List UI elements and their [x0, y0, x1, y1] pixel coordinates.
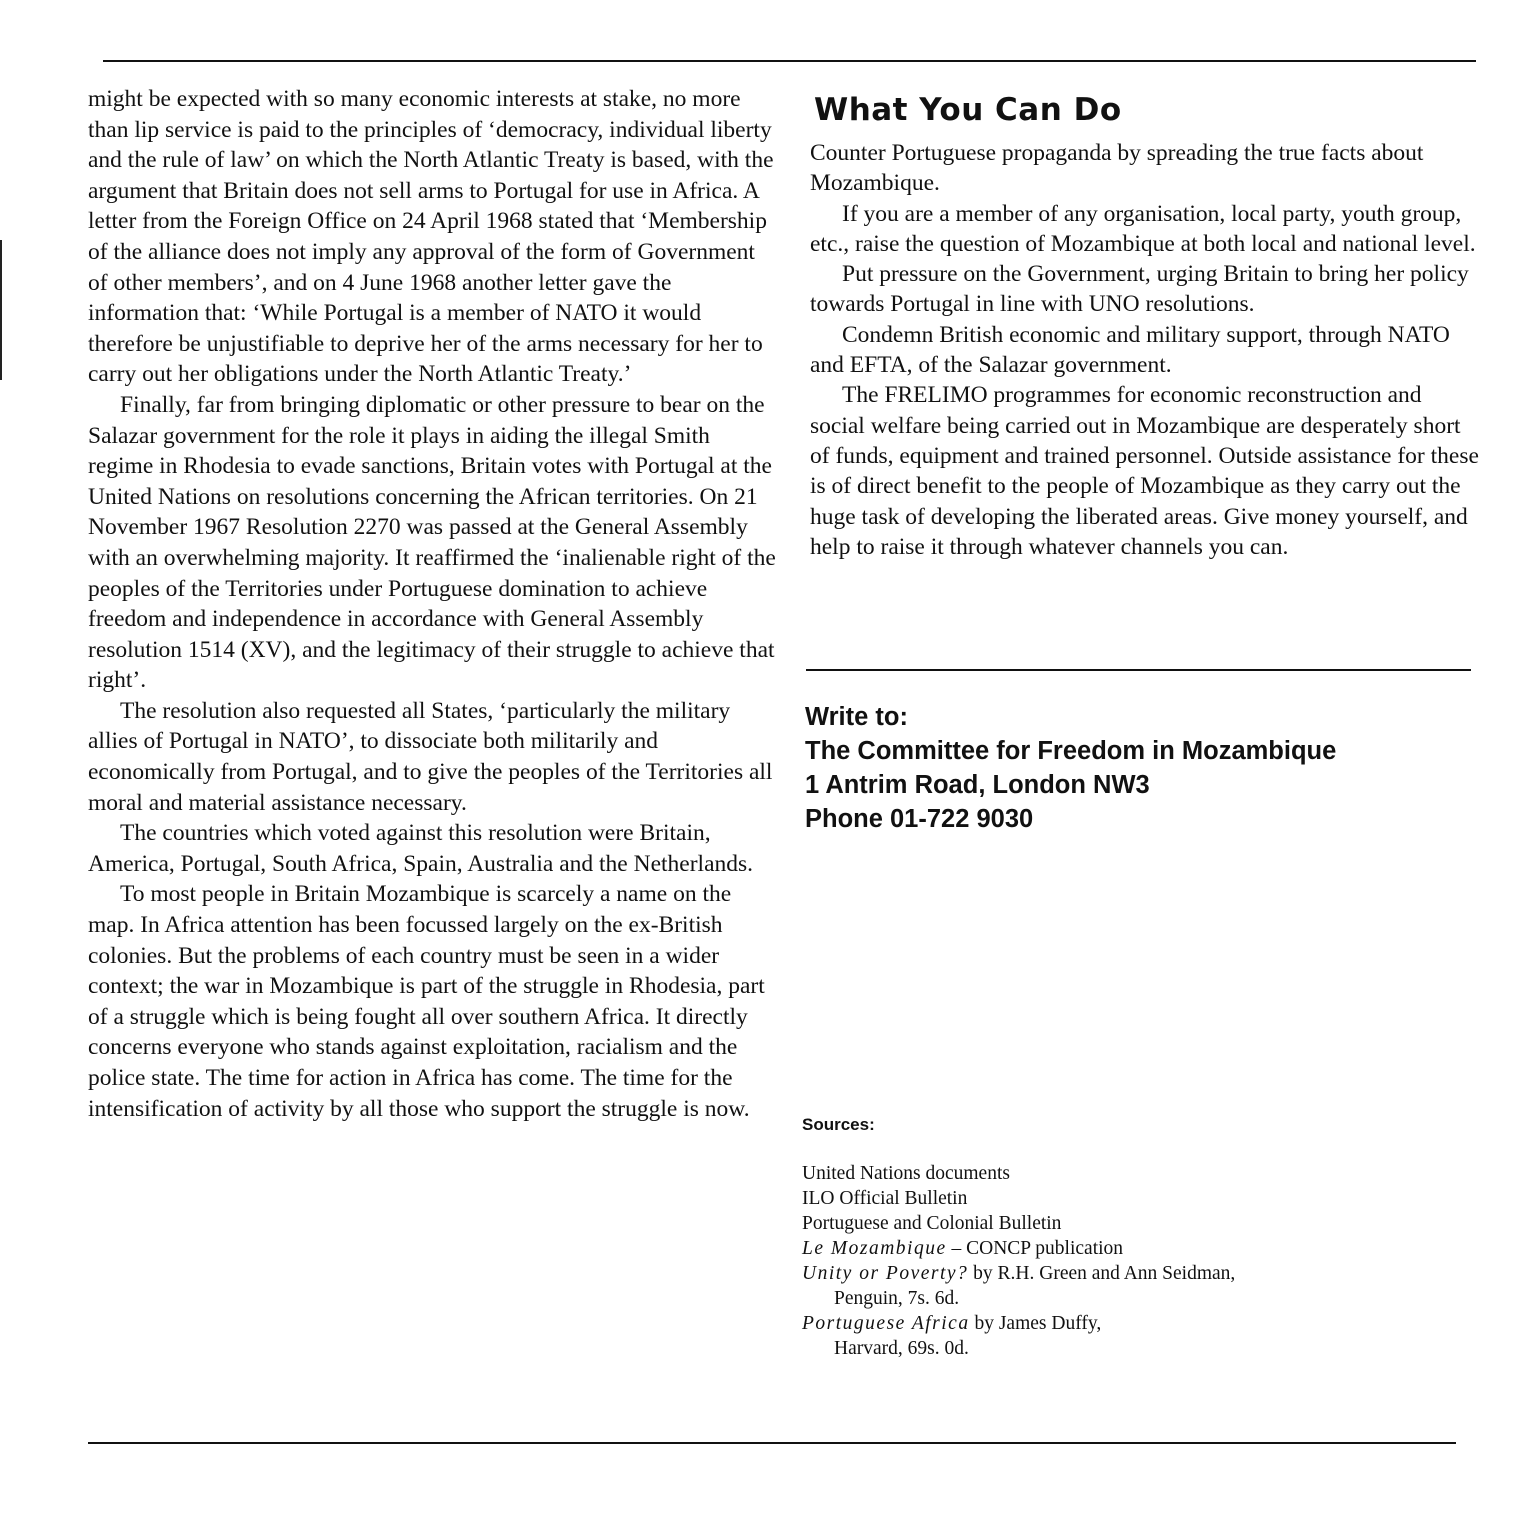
source-item-continuation: Penguin, 7s. 6d. [834, 1288, 960, 1309]
right-column [810, 86, 1480, 562]
action-paragraph-5: The FRELIMO programmes for economic reconstruction and social welfare being carried out in Mozambique are desperately short of funds, equipment and trained personnel. Outside assistance for these is of direct benefit to the people of Mozambique as they carry out the huge task of developing the liberated areas. Give money yourself, and help to raise it through whatever channels you can. [810, 382, 1479, 560]
action-paragraph-4: Condemn British economic and military support, through NATO and EFTA, of the Salazar government. [810, 321, 1450, 379]
what-you-can-do-section [810, 138, 1480, 562]
source-item: Unity or Poverty? by R.H. Green and Ann Seidman, [802, 1263, 1236, 1284]
body-paragraph-3: The resolution also requested all States, ‘particularly the military allies of Portugal in NATO’, to dissociate both militarily and economically from Portugal, and to give the peoples of the Territories all moral and material assistance necessary. [88, 697, 773, 816]
write-to-label: Write to: [805, 703, 908, 731]
bottom-rule [88, 1442, 1456, 1444]
sources-list [802, 1112, 1482, 1361]
body-paragraph-2: Finally, far from bringing diplomatic or other pressure to bear on the Salazar government for the role it plays in aiding the illegal Smith regime in Rhodesia to evade sanctions, Britain votes with Portugal at the United Nations on resolutions concerning the African territories. On 21 November 1967 Resolution 2270 was passed at the General Assembly with an overwhelming majority. It reaffirmed the ‘inalienable right of the peoples of the Territories under Portuguese domination to achieve freedom and independence in accordance with General Assembly resolution 1514 (XV), and the legitimacy of their struggle to achieve that right’. [88, 391, 776, 694]
source-title: Le Mozambique [802, 1238, 947, 1259]
scan-margin-mark [0, 240, 2, 380]
source-item: ILO Official Bulletin [802, 1188, 968, 1209]
section-divider-rule [806, 669, 1471, 671]
body-paragraph-5: To most people in Britain Mozambique is scarcely a name on the map. In Africa attention has been focussed largely on the ex-British colonies. But the problems of each country must be seen in a wider context; the war in Mozambique is part of the struggle in Rhodesia, part of a struggle which is being fought all over southern Africa. It directly concerns everyone who stands against exploitation, racialism and the police state. The time for action in Africa has come. The time for the intensification of activity by all those who support the struggle is now. [88, 881, 765, 1122]
source-item: United Nations documents [802, 1163, 1010, 1184]
action-paragraph-1: Counter Portuguese propaganda by spreading the true facts about Mozambique. [810, 140, 1424, 197]
postal-address: 1 Antrim Road, London NW3 [805, 771, 1150, 799]
source-title: Portuguese Africa [802, 1313, 970, 1334]
source-item: Portuguese Africa by James Duffy, [802, 1313, 1102, 1334]
organisation-name: The Committee for Freedom in Mozambique [805, 737, 1337, 765]
sources-label: Sources: [802, 1115, 875, 1134]
phone-number: Phone 01-722 9030 [805, 805, 1034, 833]
top-rule [103, 60, 1476, 62]
body-paragraph-1: might be expected with so many economic interests at stake, no more than lip service is paid to the principles of ‘democracy, individual liberty and the rule of law’ on which the North Atlantic Treaty is based, with the argument that Britain does not sell arms to Portugal for use in Africa. A letter from the Foreign Office on 24 April 1968 stated that ‘Membership of the alliance does not imply any approval of the form of Government of other members’, and on 4 June 1968 another letter gave the information that: ‘While Portugal is a member of NATO it would therefore be unjustifiable to deprive her of the arms necessary for her to carry out her obligations under the North Atlantic Treaty.’ [88, 86, 774, 388]
action-paragraph-3: Put pressure on the Government, urging Britain to bring her policy towards Portugal in line with UNO resolutions. [810, 261, 1469, 318]
source-item: Portuguese and Colonial Bulletin [802, 1213, 1062, 1234]
source-item: Le Mozambique – CONCP publication [802, 1238, 1124, 1259]
contact-block [805, 700, 1485, 836]
body-paragraph-4: The countries which voted against this resolution were Britain, America, Portugal, South Africa, Spain, Australia and the Netherlands. [88, 820, 754, 877]
what-you-can-do-heading: What You Can Do [814, 92, 1122, 128]
left-column [88, 84, 778, 1124]
action-paragraph-2: If you are a member of any organisation, local party, youth group, etc., raise the question of Mozambique at both local and national level. [810, 200, 1476, 257]
source-title: Unity or Poverty? [802, 1263, 969, 1284]
source-item-continuation: Harvard, 69s. 0d. [834, 1338, 969, 1359]
